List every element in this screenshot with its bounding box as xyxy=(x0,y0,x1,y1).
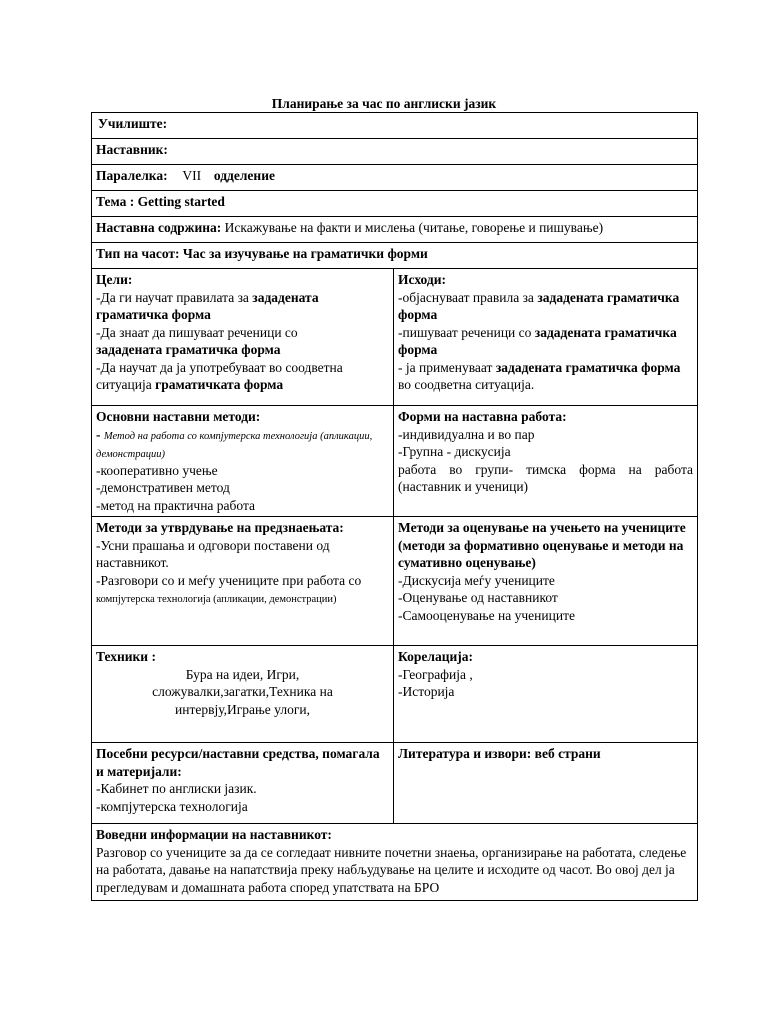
methods-label: Основни наставни методи: xyxy=(96,409,261,424)
forms-label: Форми на наставна работа: xyxy=(398,409,567,424)
grade-suffix: одделение xyxy=(213,168,275,183)
assessment-item-1: -Дискусија меѓу учениците xyxy=(398,572,555,588)
correlation-item-2: -Историја xyxy=(398,684,455,699)
intro-cell xyxy=(92,824,698,901)
resources-literature-row xyxy=(92,743,698,824)
assessment-label: Методи за оценување на учењето на учениците (методи за формативно оценување и методи на сумативно оценување) xyxy=(398,520,686,570)
assessment-cell xyxy=(394,517,698,646)
goals-cell xyxy=(92,269,394,406)
outcomes-line-6: зададената граматичка форма xyxy=(495,359,681,375)
forms-extra: работа во групи- тимска форма на работа (наставник и ученици) xyxy=(398,461,694,494)
correlation-cell xyxy=(394,646,698,743)
topic-row xyxy=(92,191,698,217)
correlation-item-1: -Географија , xyxy=(398,666,473,682)
prior-item-2-small: компјутерска технологија (апликации, демонстрации) xyxy=(96,594,337,605)
literature-cell xyxy=(394,743,698,824)
goals-line-5: -Да научат да ја употребуваат во соодветна ситуација xyxy=(96,359,343,392)
grade-value: VII xyxy=(182,168,202,183)
intro-label: Воведни информации на наставникот: xyxy=(96,827,332,842)
school-label: Училиште: xyxy=(98,116,168,131)
forms-cell xyxy=(394,406,698,517)
outcomes-line-1: -објаснуваат правила за xyxy=(398,289,538,305)
outcomes-label: Исходи: xyxy=(398,272,447,287)
goals-outcomes-row xyxy=(92,269,698,406)
methods-item-1: -кооперативно учење xyxy=(96,462,218,478)
techniques-label: Техники : xyxy=(96,649,156,664)
goals-line-4: зададената граматичка форма xyxy=(96,342,281,357)
grade-label: Паралелка: xyxy=(96,168,168,183)
correlation-label: Корелација: xyxy=(398,649,473,664)
prior-item-1: -Усни прашања и одговори поставени од наставникот. xyxy=(96,537,330,570)
methods-dash: - xyxy=(96,426,104,442)
goals-label: Цели: xyxy=(96,272,133,287)
resources-item-1: -Кабинет по англиски јазик. xyxy=(96,781,257,796)
outcomes-line-2: зададената граматичка форма xyxy=(398,289,680,322)
literature-text: Литература и извори: веб страни xyxy=(398,746,601,761)
techniques-correlation-row xyxy=(92,646,698,743)
methods-forms-row xyxy=(92,406,698,517)
methods-item-2: -демонстративен метод xyxy=(96,480,230,495)
content-value: Искажување на факти и мислења (читање, говорење и пишување) xyxy=(224,220,604,235)
prior-item-2: -Разговори со и меѓу учениците при работа со xyxy=(96,572,362,588)
topic-text: Тема : Getting started xyxy=(96,194,225,209)
methods-item-3: -метод на практична работа xyxy=(96,497,256,513)
goals-line-3: -Да знаат да пишуваат реченици со xyxy=(96,324,298,340)
intro-row xyxy=(92,824,698,901)
content-row xyxy=(92,217,698,243)
grade-row xyxy=(92,165,698,191)
outcomes-cell xyxy=(394,269,698,406)
forms-item-2: -Групна - дискусија xyxy=(398,444,511,459)
assessment-item-2: -Оценување од наставникот xyxy=(398,590,558,605)
resources-cell xyxy=(92,743,394,824)
content-label: Наставна содржина: xyxy=(96,220,222,235)
document-title: Планирање за час по англиски јазик xyxy=(271,96,497,111)
outcomes-line-4: зададената граматичка форма xyxy=(398,324,677,357)
techniques-text: Бура на идеи, Игри, сложувалки,загатки,Техника на интервју,Играње улоги, xyxy=(152,666,333,717)
prior-knowledge-cell xyxy=(92,517,394,646)
techniques-cell xyxy=(92,646,394,743)
school-row xyxy=(92,113,698,139)
intro-text: Разговор со учениците за да се согледаат нивните почетни знаења, организирање на работата, следење на работата, давање на напатствија преку набљудување на целите и исходите од часот. Во овој дел ја прегледувам и домашната работа според упатствата на БРО xyxy=(96,844,687,895)
resources-item-2: -компјутерска технологија xyxy=(96,798,248,814)
methods-cell xyxy=(92,406,394,517)
forms-item-1: -индивидуална и во пар xyxy=(398,426,535,442)
outcomes-line-5: - ја применуваат xyxy=(398,359,496,375)
lesson-type-row xyxy=(92,243,698,269)
lesson-type-text: Тип на часот: Час за изучување на граматички форми xyxy=(96,246,428,261)
lesson-plan-table xyxy=(91,112,698,901)
goals-line-1: -Да ги научат правилата за xyxy=(96,289,253,305)
resources-label: Посебни ресурси/наставни средства, помагала и материјали: xyxy=(96,746,380,779)
teacher-row xyxy=(92,139,698,165)
methods-italic: Метод на работа со компјутерска технологија (апликации, демонстрации) xyxy=(96,430,373,460)
goals-line-6: граматичката форма xyxy=(155,377,284,392)
goals-line-2: зададената граматичка форма xyxy=(96,289,319,322)
outcomes-line-7: во соодветна ситуација. xyxy=(398,377,535,392)
teacher-label: Наставник: xyxy=(96,142,168,157)
prior-label: Методи за утврдување на предзнаењата: xyxy=(96,520,344,535)
outcomes-line-3: -пишуваат реченици со xyxy=(398,324,535,340)
assessment-item-3: -Самооценување на учениците xyxy=(398,607,575,623)
prior-assessment-row xyxy=(92,517,698,646)
